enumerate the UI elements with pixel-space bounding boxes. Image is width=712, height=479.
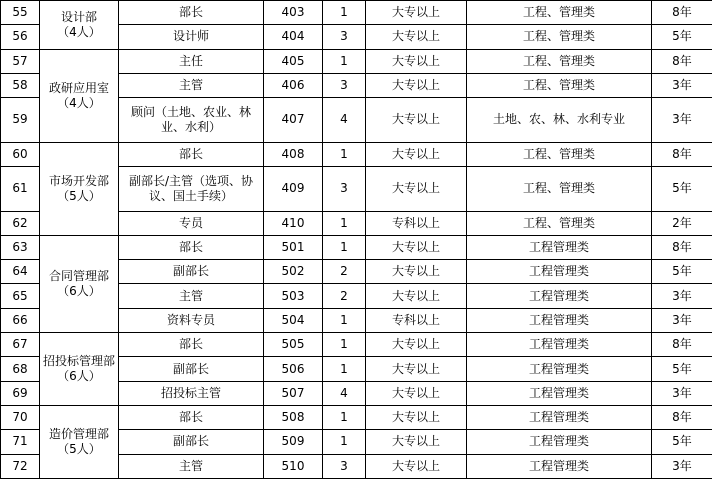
department-name: 合同管理部 [48, 268, 109, 283]
cell-post-title: 顾问（土地、农业、林业、水利） [119, 98, 264, 143]
cell-post-title: 招投标主管 [119, 381, 264, 405]
cell-headcount: 3 [323, 73, 366, 97]
cell-experience: 8年 [652, 405, 712, 429]
cell-post-title: 部长 [119, 405, 264, 429]
cell-post-title: 主管 [119, 284, 264, 308]
cell-experience: 8年 [652, 333, 712, 357]
cell-experience: 3年 [652, 73, 712, 97]
cell-education: 大专以上 [366, 430, 467, 454]
cell-serial-number: 65 [1, 284, 40, 308]
cell-post-title: 副部长/主管（选项、协议、国土手续） [119, 167, 264, 212]
cell-serial-number: 66 [1, 308, 40, 332]
department-headcount: （5人） [57, 188, 101, 203]
cell-education: 大专以上 [366, 357, 467, 381]
cell-major: 工程管理类 [467, 454, 652, 478]
cell-headcount: 3 [323, 25, 366, 49]
cell-major: 工程、管理类 [467, 49, 652, 73]
cell-education: 大专以上 [366, 333, 467, 357]
cell-experience: 8年 [652, 1, 712, 25]
cell-experience: 3年 [652, 284, 712, 308]
cell-post-code: 507 [264, 381, 323, 405]
cell-post-title: 设计师 [119, 25, 264, 49]
cell-post-title: 副部长 [119, 357, 264, 381]
cell-major: 工程管理类 [467, 333, 652, 357]
cell-post-title: 部长 [119, 1, 264, 25]
cell-major: 工程、管理类 [467, 211, 652, 235]
cell-major: 工程管理类 [467, 405, 652, 429]
cell-post-code: 408 [264, 142, 323, 166]
cell-department [40, 235, 119, 332]
cell-experience: 8年 [652, 235, 712, 259]
cell-major: 土地、农、林、水利专业 [467, 98, 652, 143]
cell-education: 专科以上 [366, 308, 467, 332]
cell-post-code: 505 [264, 333, 323, 357]
cell-education: 大专以上 [366, 284, 467, 308]
cell-headcount: 1 [323, 430, 366, 454]
cell-post-title: 主管 [119, 454, 264, 478]
department-headcount: （4人） [57, 24, 101, 39]
cell-post-title: 主任 [119, 49, 264, 73]
cell-experience: 5年 [652, 25, 712, 49]
cell-department [40, 333, 119, 406]
cell-post-title: 部长 [119, 333, 264, 357]
cell-major: 工程管理类 [467, 357, 652, 381]
cell-serial-number: 71 [1, 430, 40, 454]
department-name: 市场开发部 [48, 173, 109, 188]
table-row [1, 1, 712, 25]
cell-education: 大专以上 [366, 73, 467, 97]
department-name: 造价管理部 [48, 426, 109, 441]
cell-department [40, 405, 119, 478]
cell-post-code: 503 [264, 284, 323, 308]
cell-major: 工程管理类 [467, 308, 652, 332]
table-row [1, 49, 712, 73]
cell-post-title: 部长 [119, 235, 264, 259]
cell-headcount: 1 [323, 235, 366, 259]
cell-experience: 3年 [652, 381, 712, 405]
cell-headcount: 1 [323, 49, 366, 73]
cell-headcount: 4 [323, 381, 366, 405]
cell-education: 大专以上 [366, 1, 467, 25]
cell-headcount: 1 [323, 357, 366, 381]
cell-headcount: 3 [323, 454, 366, 478]
cell-headcount: 3 [323, 167, 366, 212]
cell-serial-number: 64 [1, 260, 40, 284]
cell-serial-number: 55 [1, 1, 40, 25]
cell-post-code: 506 [264, 357, 323, 381]
table-row [1, 405, 712, 429]
cell-post-title: 部长 [119, 142, 264, 166]
cell-post-code: 510 [264, 454, 323, 478]
cell-education: 大专以上 [366, 167, 467, 212]
cell-experience: 5年 [652, 357, 712, 381]
department-headcount: （4人） [57, 95, 101, 110]
cell-serial-number: 63 [1, 235, 40, 259]
department-headcount: （6人） [57, 283, 101, 298]
department-name: 政研应用室 [48, 80, 109, 95]
cell-post-title: 专员 [119, 211, 264, 235]
cell-education: 大专以上 [366, 142, 467, 166]
cell-serial-number: 57 [1, 49, 40, 73]
cell-post-title: 副部长 [119, 430, 264, 454]
department-name: 设计部 [60, 9, 97, 24]
cell-major: 工程管理类 [467, 430, 652, 454]
cell-post-code: 501 [264, 235, 323, 259]
cell-major: 工程管理类 [467, 284, 652, 308]
cell-post-title: 资料专员 [119, 308, 264, 332]
department-name: 招投标管理部 [42, 354, 115, 368]
table-row [1, 235, 712, 259]
cell-department [40, 49, 119, 142]
cell-experience: 5年 [652, 430, 712, 454]
cell-experience: 8年 [652, 142, 712, 166]
cell-post-code: 407 [264, 98, 323, 143]
cell-post-code: 405 [264, 49, 323, 73]
cell-serial-number: 60 [1, 142, 40, 166]
cell-education: 大专以上 [366, 98, 467, 143]
cell-post-code: 404 [264, 25, 323, 49]
cell-serial-number: 72 [1, 454, 40, 478]
cell-experience: 5年 [652, 260, 712, 284]
cell-headcount: 4 [323, 98, 366, 143]
cell-education: 大专以上 [366, 381, 467, 405]
cell-post-code: 508 [264, 405, 323, 429]
cell-major: 工程管理类 [467, 381, 652, 405]
cell-headcount: 1 [323, 142, 366, 166]
cell-headcount: 2 [323, 260, 366, 284]
cell-education: 大专以上 [366, 235, 467, 259]
cell-department [40, 142, 119, 235]
cell-experience: 2年 [652, 211, 712, 235]
cell-major: 工程、管理类 [467, 25, 652, 49]
cell-post-code: 406 [264, 73, 323, 97]
cell-serial-number: 56 [1, 25, 40, 49]
cell-headcount: 1 [323, 211, 366, 235]
cell-post-code: 509 [264, 430, 323, 454]
cell-post-code: 502 [264, 260, 323, 284]
cell-major: 工程、管理类 [467, 1, 652, 25]
table-row [1, 142, 712, 166]
cell-experience: 3年 [652, 308, 712, 332]
cell-major: 工程、管理类 [467, 142, 652, 166]
cell-post-code: 504 [264, 308, 323, 332]
cell-education: 大专以上 [366, 405, 467, 429]
cell-education: 大专以上 [366, 260, 467, 284]
cell-serial-number: 70 [1, 405, 40, 429]
cell-education: 大专以上 [366, 25, 467, 49]
department-headcount: （5人） [57, 441, 101, 456]
cell-education: 大专以上 [366, 49, 467, 73]
cell-serial-number: 58 [1, 73, 40, 97]
cell-post-code: 409 [264, 167, 323, 212]
cell-experience: 5年 [652, 167, 712, 212]
cell-serial-number: 69 [1, 381, 40, 405]
table-row [1, 333, 712, 357]
cell-education: 专科以上 [366, 211, 467, 235]
cell-headcount: 1 [323, 333, 366, 357]
cell-post-title: 副部长 [119, 260, 264, 284]
cell-serial-number: 67 [1, 333, 40, 357]
cell-serial-number: 59 [1, 98, 40, 143]
cell-experience: 3年 [652, 454, 712, 478]
cell-experience: 8年 [652, 49, 712, 73]
cell-post-code: 410 [264, 211, 323, 235]
cell-major: 工程、管理类 [467, 73, 652, 97]
cell-headcount: 1 [323, 308, 366, 332]
cell-headcount: 2 [323, 284, 366, 308]
cell-serial-number: 68 [1, 357, 40, 381]
cell-serial-number: 62 [1, 211, 40, 235]
cell-experience: 3年 [652, 98, 712, 143]
cell-post-code: 403 [264, 1, 323, 25]
cell-major: 工程管理类 [467, 260, 652, 284]
cell-education: 大专以上 [366, 454, 467, 478]
cell-department [40, 1, 119, 50]
cell-serial-number: 61 [1, 167, 40, 212]
cell-post-title: 主管 [119, 73, 264, 97]
cell-headcount: 1 [323, 1, 366, 25]
cell-major: 工程、管理类 [467, 167, 652, 212]
department-headcount: （6人） [57, 369, 101, 383]
cell-headcount: 1 [323, 405, 366, 429]
cell-major: 工程管理类 [467, 235, 652, 259]
